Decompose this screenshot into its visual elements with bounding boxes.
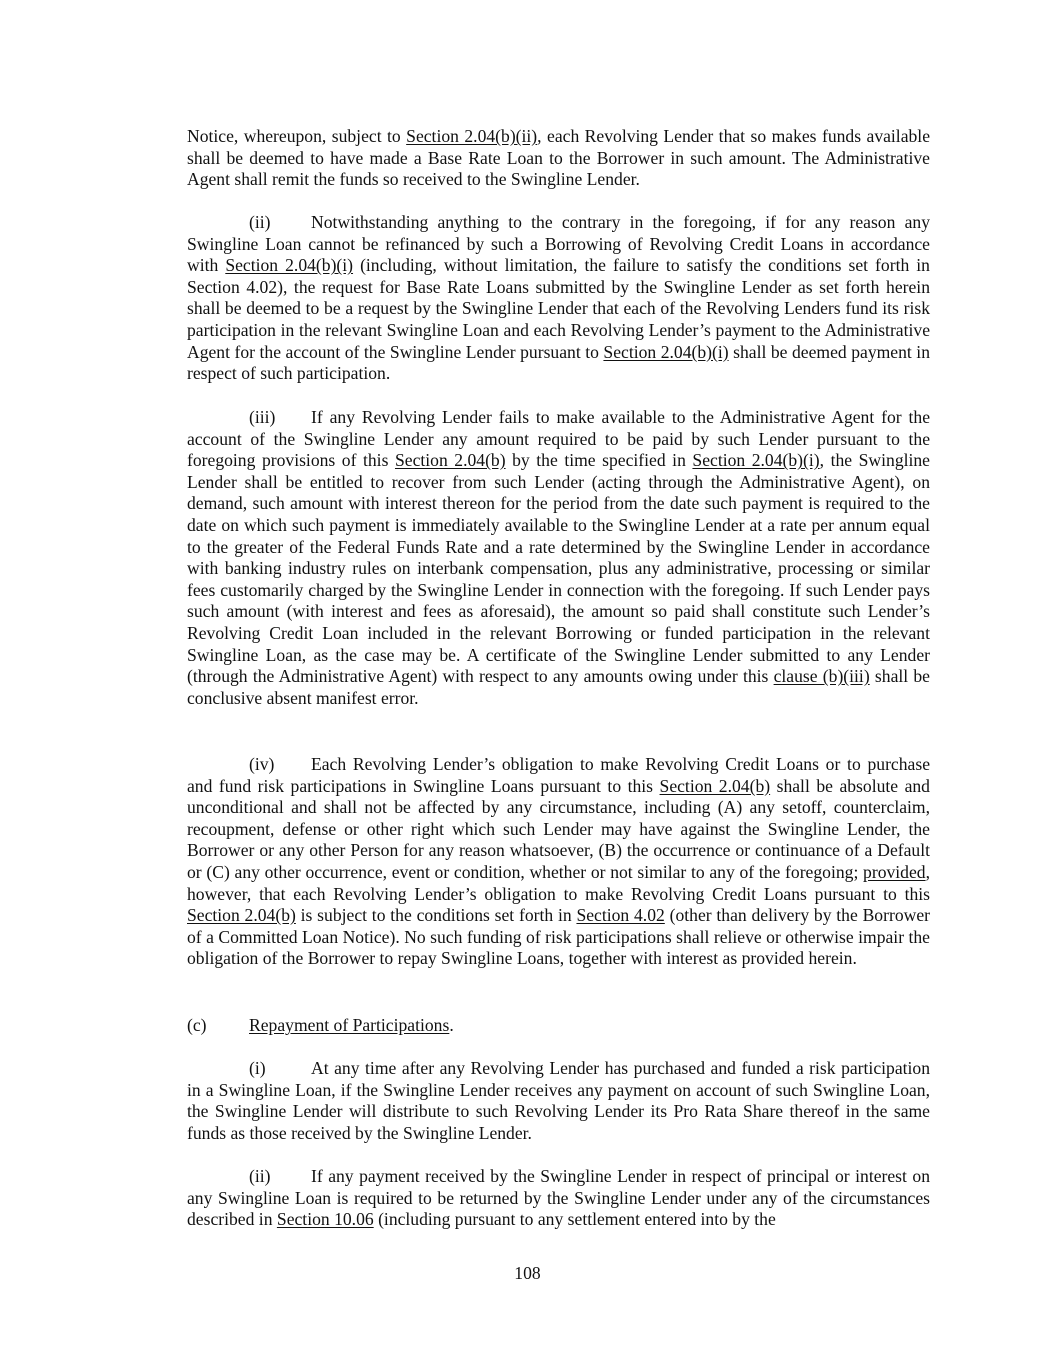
- clause-number: (ii): [249, 212, 271, 232]
- clause-number: (ii): [249, 1166, 271, 1186]
- paragraph-b-ii: [187, 212, 930, 385]
- paragraph-b-iii: [187, 407, 930, 709]
- paragraph-text: If any payment received by the Swingline Lender in respect of principal or interest on any Swingline Loan is required to be returned by the Swingline Lender under any of the circumstances described in: [187, 1166, 930, 1230]
- paragraph-continuation: [187, 126, 930, 191]
- paragraph-text: (including, without limitation, the failure to satisfy the conditions set forth in Section 4.02), the request for Base Rate Loans submitted by the Swingline Lender as set forth herein shall be deemed to be a request by the Swingline Lender that each of the Revolving Lenders fund its risk participation in the relevant Swingline Loan and each Revolving Lender’s payment to the Administrative Agent for the account of the Swingline Lender pursuant to: [187, 255, 930, 362]
- section-reference: Section 2.04(b): [659, 775, 771, 796]
- clause-number: (iii): [249, 407, 276, 427]
- paragraph-text: Each Revolving Lender’s obligation to make Revolving Credit Loans or to purchase and fund risk participations in Swingline Loans pursuant to this: [187, 754, 930, 796]
- clause-number: (i): [249, 1058, 266, 1078]
- page-number: 108: [514, 1263, 541, 1283]
- clause-reference: clause (b)(iii): [773, 666, 870, 687]
- paragraph-text: shall be absolute and unconditional and shall not be affected by any circumstance, including (A) any setoff, counterclaim, recoupment, defense or other right which such Lender may have against the Swingline Lender, the Borrower or any other Person for any reason whatsoever, (B) the occurrence or continuance of a Default or (C) any other occurrence, event or condition, whether or not similar to any of the foregoing;: [187, 775, 930, 882]
- section-reference: Section 2.04(b)(i): [603, 341, 729, 362]
- paragraph-text: Notwithstanding anything to the contrary in the foregoing, if for any reason any Swingline Loan cannot be refinanced by such a Borrowing of Revolving Credit Loans in accordance with: [187, 212, 930, 276]
- paragraph-text: , the Swingline Lender shall be entitled to recover from such Lender (acting through the Administrative Agent), on demand, such amount with interest thereon for the period from the date such payment is required to the date on which such payment is immediately available to the Swingline Lender at a rate per annum equal to the greater of the Federal Funds Rate and a rate determined by the Swingline Lender in accordance with banking industry rules on interbank compensation, plus any administrative, processing or similar fees customarily charged by the Swingline Lender in connection with the foregoing. If such Lender pays such amount (with interest and fees as aforesaid), the amount so paid shall constitute such Lender’s Revolving Credit Loan included in the relevant Borrowing or funded participation in the relevant Swingline Loan, as the case may be. A certificate of the Swingline Lender submitted to any Lender (through the Administrative Agent) with respect to any amounts owing under this: [187, 450, 930, 687]
- paragraph-text: shall be deemed payment in respect of such participation.: [187, 341, 930, 384]
- section-reference: Section 2.04(b): [394, 450, 506, 471]
- paragraph-text: (including pursuant to any settlement entered into by the: [373, 1209, 776, 1230]
- paragraph-text: shall be conclusive absent manifest error.: [187, 666, 930, 708]
- paragraph-c-ii: [187, 1166, 930, 1231]
- paragraph-text: , however, that each Revolving Lender’s obligation to make Revolving Credit Loans pursuant to this: [187, 861, 930, 904]
- section-title: Repayment of Participations: [249, 1015, 450, 1035]
- section-heading-c: [187, 1015, 930, 1037]
- paragraph-b-iv: [187, 754, 930, 970]
- paragraph-text: (other than delivery by the Borrower of a Committed Loan Notice). No such funding of risk participations shall relieve or otherwise impair the obligation of the Borrower to repay Swingline Loans, together with interest as provided herein.: [187, 905, 930, 969]
- paragraph-c-i: [187, 1058, 930, 1144]
- section-reference: Section 2.04(b)(i): [692, 450, 820, 471]
- paragraph-text: by the time specified in: [505, 450, 693, 471]
- section-reference: Section 2.04(b): [187, 905, 296, 926]
- section-reference: Section 10.06: [276, 1209, 374, 1230]
- paragraph-text: If any Revolving Lender fails to make available to the Administrative Agent for the account of the Swingline Lender any amount required to be paid by such Lender pursuant to the foregoing provisions of this: [187, 407, 930, 471]
- clause-number: (iv): [249, 754, 275, 774]
- section-number: (c): [187, 1015, 207, 1035]
- section-reference: Section 2.04(b)(ii): [406, 126, 538, 146]
- paragraph-text: , each Revolving Lender that so makes funds available shall be deemed to have made a Base Rate Loan to the Borrower in such amount. The Administrative Agent shall remit the funds so received to the Swingline Lender.: [187, 126, 931, 190]
- paragraph-text: is subject to the conditions set forth in: [295, 905, 577, 926]
- section-reference: Section 2.04(b)(i): [225, 255, 354, 276]
- defined-term: provided: [863, 861, 926, 882]
- paragraph-text: At any time after any Revolving Lender has purchased and funded a risk participation in a Swingline Loan, if the Swingline Lender receives any payment on account of such Swingline Loan, the Swingline Lender will distribute to such Revolving Lender its Pro Rata Share thereof in the same funds as those received by the Swingline Lender.: [187, 1058, 930, 1143]
- paragraph-text: Notice, whereupon, subject to: [187, 126, 407, 146]
- section-reference: Section 4.02: [576, 905, 665, 926]
- heading-punctuation: .: [449, 1015, 454, 1035]
